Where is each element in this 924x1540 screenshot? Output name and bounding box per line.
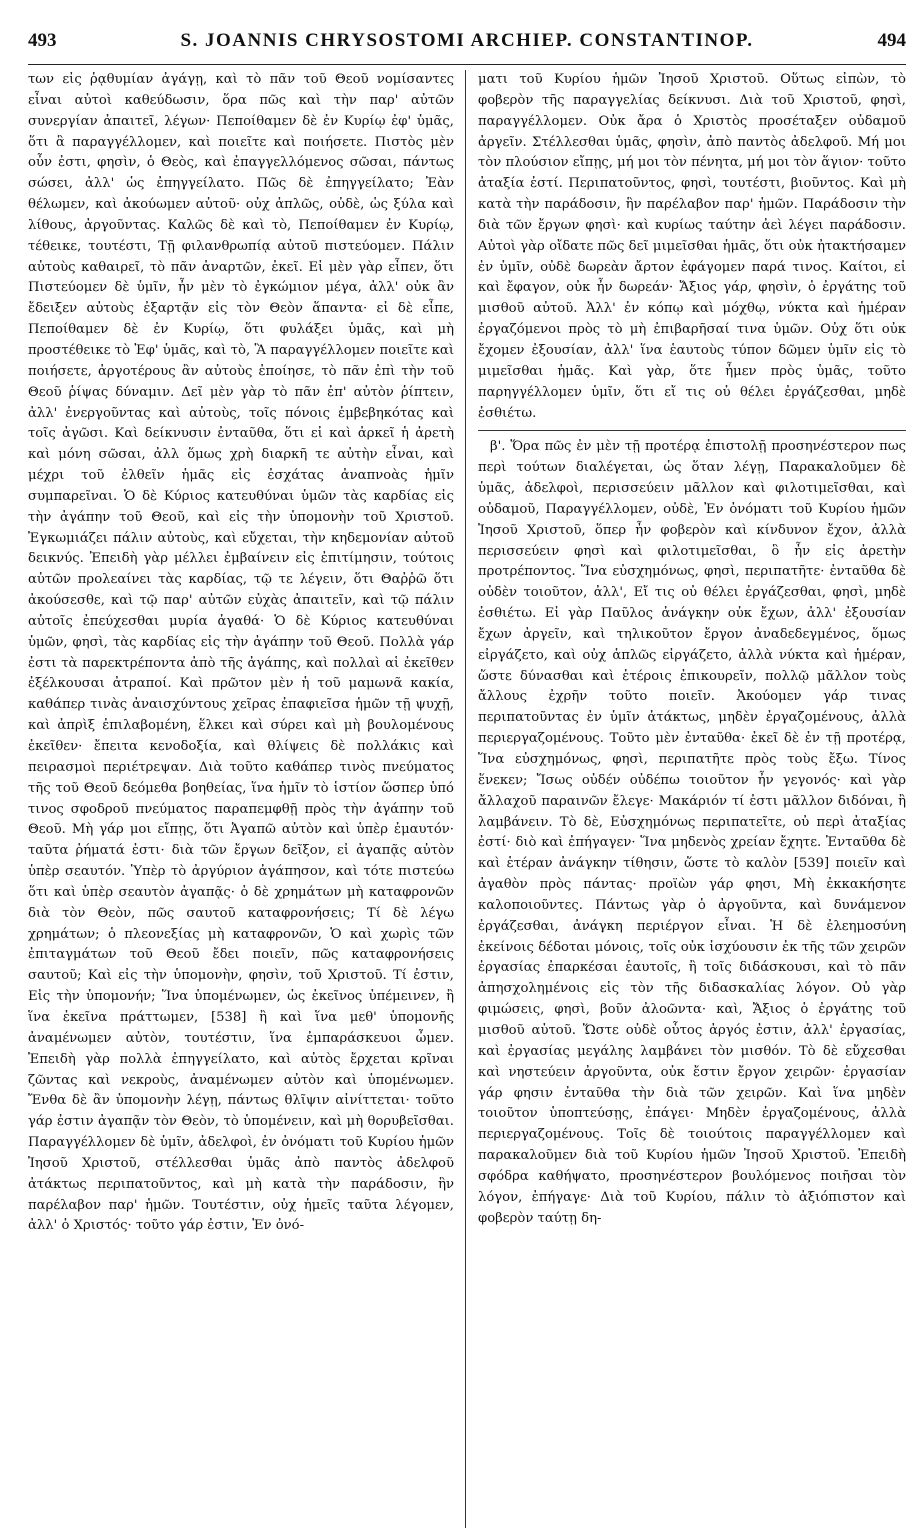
right-column (478, 70, 906, 1530)
right-paragraph-2: β'. Ὅρα πῶς ἐν μὲν τῇ προτέρᾳ ἐπιστολῇ προσηνέστερον πως περὶ τούτων διαλέγεται, ὡς ὅταν λέγῃ, Παρακαλοῦμεν δὲ ὑμᾶς, ἀδελφοὶ, περισσεύειν μᾶλλον καὶ φιλοτιμεῖσθαι, καὶ οὐδαμοῦ, Παραγγέλλομεν, οὐδὲ, Ἐν ὀνόματι τοῦ Κυρίου ἡμῶν Ἰησοῦ Χριστοῦ, ὅπερ ἦν φοβερὸν καὶ κίνδυνον ἔχον, ἀλλὰ περισσεύειν φησὶ καὶ φιλοτιμεῖσθαι, ὃ ἦν εἰς ἀρετὴν προτρέποντος. Ἵνα εὐσχημόνως, φησὶ, περιπατῆτε· ἐνταῦθα δὲ οὐδὲν τοιοῦτον, ἀλλ', Εἴ τις οὐ θέλει ἐργάζεσθαι, φησὶ, μηδὲ ἐσθιέτω. Εἰ γὰρ Παῦλος ἀνάγκην οὐκ ἔχων, ἀλλ' ἐξουσίαν ἔχων ἀργεῖν, καὶ τηλικοῦτον ἔργον ἀναδεδεγμένος, ὅμως εἰργάζετο, καὶ οὐχ ἁπλῶς εἰργάζετο, ἀλλὰ νύκτα καὶ ἡμέραν, ὥστε δύνασθαι καὶ ἑτέροις ἐπικουρεῖν, πολλῷ μᾶλλον τοὺς ἄλλους ἐχρῆν τοῦτο ποιεῖν. Ἀκούομεν γάρ τινας περιπατοῦντας ἐν ὑμῖν ἀτάκτως, μηδὲν ἐργαζομένους, ἀλλὰ περιεργαζομένους. Τοῦτο μὲν ἐνταῦθα· ἐκεῖ δὲ ἐν τῇ προτέρᾳ, Ἵνα εὐσχημόνως, φησὶ, περιπατῆτε πρὸς τοὺς ἔξω. Τίνος ἕνεκεν; Ἴσως οὐδέν οὐδέπω τοιοῦτον ἦν γεγονός· καὶ γὰρ ἄλλαχοῦ παραινῶν ἔλεγε· Μακάριόν τί ἐστι μᾶλλον διδόναι, ἢ λαμβάνειν. Τὸ δὲ, Εὐσχημόνως περιπατεῖτε, οὐ περὶ ἀταξίας ἐστί· διὸ καὶ ἐπήγαγεν· Ἵνα μηδενὸς χρείαν ἔχητε. Ἐνταῦθα δὲ καὶ ἑτέραν ἀνάγκην τίθησιν, ὥστε τὸ καλὸν [539] ποιεῖν καὶ ἀγαθὸν πρὸς πάντας· προϊὼν γάρ φησι, Μὴ ἐκκακήσητε καλοποιοῦντες. Πάντως γὰρ ὁ ἀργοῦντα, καὶ δυνάμενον ἐργάζεσθαι, ἀνάγκη περιέργον εἶναι. Ἡ δὲ ἐλεημοσύνη ἐκείνοις δέδοται μόνοις, τοῖς οὐκ ἰσχύουσιν ἐκ τῆς τῶν χειρῶν ἐργασίας ἐπαρκέσαι ἑαυτοῖς, ἢ τοῖς διδάσκουσι, καὶ τὸ πᾶν ἀπησχολημένοις εἰς τὸν τῆς διδασκαλίας λόγον. Οὐ γὰρ φιμώσεις, φησὶ, βοῦν ἀλοῶντα· καὶ, Ἄξιος ὁ ἐργάτης τοῦ μισθοῦ αὐτοῦ. Ὥστε οὐδὲ οὗτος ἀργός ἐστιν, ἀλλ' ἐργασίας, καὶ ἐργασίας μεγάλης λαμβάνει τὸν μισθόν. Τὸ δὲ εὔχεσθαι καὶ νηστεύειν ἀργοῦντα, οὐκ ἔστιν ἔργον χειρῶν· ἐργασίαν γάρ φησιν ἐνταῦθα τὴν διὰ τῶν χειρῶν. Καὶ ἵνα μηδὲν τοιοῦτον ὑποπτεύσῃς, ἐπάγει· Μηδὲν ἐργαζομένους, ἀλλὰ περιεργαζομένους. Τοῖς δὲ τοιούτοις παραγγέλλομεν καὶ παρακαλοῦμεν διὰ τοῦ Κυρίου ἡμῶν Ἰησοῦ Χριστοῦ. Ἐπειδὴ σφόδρα καθήψατο, προσηνέστερον βουλόμενος ποιῆσαι τὸν λόγον, ἐπήγαγε· Διὰ τοῦ Κυρίου, πάλιν τὸ ἀξιόπιστον καὶ φοβερὸν ταύτῃ δη- (478, 439, 906, 1226)
right-paragraph-1: ματι τοῦ Κυρίου ἡμῶν Ἰησοῦ Χριστοῦ. Οὕτως εἰπὼν, τὸ φοβερὸν τῆς παραγγελίας δείκνυσι. Διὰ τοῦ Χριστοῦ, φησὶ, παραγγέλλομεν. Οὐκ ἄρα ὁ Χριστὸς προσέταξεν οὐδαμοῦ ἀργεῖν. Στέλλεσθαι ὑμᾶς, φησὶν, ἀπὸ παντὸς ἀδελφοῦ. Μή μοι τὸν πλούσιον εἴπῃς, μή μοι τὸν πένητα, μή μοι τὸν ἅγιον· τοῦτο ἀταξία ἐστί. Περιπατοῦντος, φησὶ, τουτέστι, βιοῦντος. Καὶ μὴ κατὰ τὴν παράδοσιν, ἣν παρέλαβον παρ' ἡμῶν. Παράδοσιν τὴν διὰ τῶν ἔργων φησὶ· καὶ κυρίως ταύτην ἀεὶ λέγει παράδοσιν. Αὐτοὶ γὰρ οἴδατε πῶς δεῖ μιμεῖσθαι ἡμᾶς, ὅτι οὐκ ἠτακτήσαμεν ἐν ὑμῖν, οὐδὲ δωρεὰν ἄρτον ἐφάγομεν παρά τινος. Καίτοι, εἰ καὶ ἔφαγον, οὐκ ἦν δωρεάν· Ἄξιος γάρ, φησὶν, ὁ ἐργάτης τοῦ μισθοῦ αὐτοῦ. Ἀλλ' ἐν κόπῳ καὶ μόχθῳ, νύκτα καὶ ἡμέραν ἐργαζόμενοι πρὸς τὸ μὴ ἐπιβαρῆσαί τινα ὑμῶν. Οὐχ ὅτι οὐκ ἔχομεν ἐξουσίαν, ἀλλ' ἵνα ἑαυτοὺς τύπον δῶμεν ὑμῖν εἰς τὸ μιμεῖσθαι ἡμᾶς. Καὶ γὰρ, ὅτε ἦμεν πρὸς ὑμᾶς, τοῦτο παρηγγέλλομεν ὑμῖν, ὅτι εἴ τις οὐ θέλει ἐργάζεσθαι, μηδὲ ἐσθιέτω. (478, 72, 906, 421)
right-page-number: 494 (877, 30, 906, 51)
left-page-number: 493 (28, 30, 57, 51)
left-column (28, 70, 454, 1530)
column-divider (465, 70, 466, 1528)
left-paragraph: των εἰς ῥᾳθυμίαν ἀγάγῃ, καὶ τὸ πᾶν τοῦ Θεοῦ νομίσαντες εἶναι αὐτοὶ καθεύδωσιν, ὅρα πῶς καὶ τὴν παρ' αὐτῶν συνεργίαν ἀπαιτεῖ, λέγων· Πεποίθαμεν δὲ ἐν Κυρίῳ ἐφ' ὑμᾶς, ὅτι ἃ παραγγέλλομεν, καὶ ποιεῖτε καὶ ποιήσετε. Πιστὸς μὲν οὖν ἐστι, φησὶν, ὁ Θεὸς, καὶ ἐπαγγελλόμενος σῶσαι, πάντως σώσει, ἀλλ' ὡς ἐπηγγείλατο. Πῶς δὲ ἐπηγγείλατο; Ἐὰν θέλωμεν, καὶ ἀκούωμεν αὐτοῦ· οὐχ ἁπλῶς, οὐδὲ, ὡς ξύλα καὶ λίθους, ἀργοῦντας. Καλῶς δὲ καὶ τὸ, Πεποίθαμεν ἐν Κυρίῳ, τέθεικε, τουτέστι, Τῇ φιλανθρωπίᾳ αὐτοῦ πιστεύομεν. Πάλιν αὐτοὺς καθαιρεῖ, τὸ πᾶν ἀναρτῶν, ἐκεῖ. Εἰ μὲν γὰρ εἶπεν, ὅτι Πιστεύομεν δὲ ὑμῖν, ἦν μὲν τὸ ἐγκώμιον μέγα, ἀλλ' οὐκ ἂν ἔδειξεν αὐτοὺς ἐξαρτᾷν εἰς τὸν Θεὸν ἅπαντα· εἰ δὲ εἶπε, Πεποίθαμεν δὲ ἐν Κυρίῳ, ὅτι φυλάξει ὑμᾶς, καὶ μὴ προστέθεικε τὸ Ἐφ' ὑμᾶς, καὶ τὸ, Ἃ παραγγέλλομεν ποιεῖτε καὶ ποιήσετε, ἀργοτέρους ἂν αὐτοὺς ἐποίησε, τὸ πᾶν ἐπὶ τὴν τοῦ Θεοῦ ῥίψας δύναμιν. Δεῖ μὲν γὰρ τὸ πᾶν ἐπ' αὐτὸν ῥίπτειν, ἀλλ' ἐνεργοῦντας καὶ αὐτοὺς, τοῖς πόνοις ἐμβεβηκότας καὶ τοῖς ἀγῶσι. Καὶ δείκνυσιν ἐνταῦθα, ὅτι εἰ καὶ ἀρκεῖ ἡ ἀρετὴ καὶ μόνη σῶσαι, ἀλλ ὅμως χρὴ διαρκῆ τε αὐτὴν εἶναι, καὶ μέχρι τοῦ ἐλθεῖν ἡμᾶς εἰς ἐσχάτας ἀναπνοὰς ἡμῖν συμπαρεῖναι. Ὁ δὲ Κύριος κατευθύναι ὑμῶν τὰς καρδίας εἰς τὴν ἀγάπην τοῦ Θεοῦ, καὶ εἰς τὴν ὑπομονὴν τοῦ Χριστοῦ. Ἐγκωμιάζει πάλιν αὐτοὺς, καὶ εὔχεται, τὴν κηδεμονίαν αὐτοῦ δεικνύς. Ἐπειδὴ γὰρ μέλλει ἐμβαίνειν εἰς ἐπιτίμησιν, τούτοις αὐτῶν προλεαίνει τὰς καρδίας, τῷ τε λέγειν, ὅτι Θαῤῥῶ ὅτι ἀκούσεσθε, καὶ τῷ παρ' αὐτῶν εὐχὰς ἀπαιτεῖν, καὶ τῷ πάλιν αὐτοῖς ἐπεύχεσθαι μυρία ἀγαθά· Ὁ δὲ Κύριος κατευθύναι ὑμῶν, φησὶ, τὰς καρδίας εἰς τὴν ἀγάπην τοῦ Θεοῦ. Πολλὰ γάρ ἐστι τὰ παρεκτρέποντα ἀπὸ τῆς ἀγάπης, καὶ πολλαὶ αἱ ἐκεῖθεν ἐξέλκουσαι ἀτραποί. Καὶ πρῶτον μὲν ἡ τοῦ μαμωνᾶ κακία, καθάπερ τινὰς ἀναισχύντους χεῖρας ἐπαφιεῖσα ἡμῶν τῇ ψυχῇ, καὶ ἀπρὶξ ἐπιλαβομένη, ἕλκει καὶ σύρει καὶ μὴ βουλομένους ἐκεῖθεν· ἔπειτα κενοδοξία, καὶ θλίψεις δὲ πολλάκις καὶ πειρασμοὶ περιέτρεψαν. Διὰ τοῦτο καθάπερ τινὸς πνεύματος τῆς τοῦ Θεοῦ δεόμεθα βοηθείας, ἵνα ἡμῖν τὸ ἱστίον ὥσπερ ὑπό τινος σφοδροῦ πνεύματος παραπεμφθῇ πρὸς τὴν ἀγάπην τοῦ Θεοῦ. Μὴ γάρ μοι εἴπῃς, ὅτι Ἀγαπῶ αὐτὸν καὶ ὑπὲρ ἐμαυτόν· ταῦτα ῥήματά ἐστι· διὰ τῶν ἔργων δεῖξον, εἰ ἀγαπᾷς αὐτὸν ὑπὲρ σεαυτόν. Ὑπὲρ τὸ ἀργύριον ἀγάπησον, καὶ τότε πιστεύω ὅτι καὶ ὑπὲρ σεαυτὸν ἀγαπᾷς· ὁ δὲ χρημάτων μὴ καταφρονῶν διὰ τὸν Θεὸν, πῶς σαυτοῦ καταφρονήσεις; Τί δὲ λέγω χρημάτων; ὁ πλεονεξίας μὴ καταφρονῶν, Ὁ καὶ χωρὶς τῶν ἐπιταγμάτων τοῦ Θεοῦ ἔδει ποιεῖν, πῶς καταφρονήσεις σαυτοῦ; Καὶ εἰς τὴν ὑπομονὴν, φησὶν, τοῦ Χριστοῦ. Τί ἐστιν, Εἰς τὴν ὑπομονήν; Ἵνα ὑπομένωμεν, ὡς ἐκεῖνος ὑπέμεινεν, ἢ ἵνα ἐκεῖνα πράττωμεν, [538] ἢ καὶ ἵνα μεθ' ὑπομονῆς ἀναμένωμεν αὐτὸν, τουτέστιν, ἵνα ἐμπαράσκευοι ὦμεν. Ἐπειδὴ γὰρ πολλὰ ἐπηγγείλατο, καὶ αὐτὸς ἔρχεται κρῖναι ζῶντας καὶ νεκροὺς, ἀναμένωμεν αὐτὸν καὶ ὑπομένωμεν. Ἔνθα δὲ ἂν ὑπομονὴν λέγῃ, πάντως θλῖψιν αἰνίττεται· τοῦτο γάρ ἐστιν ἀγαπᾷν τὸν Θεὸν, τὸ ὑπομένειν, καὶ μὴ θορυβεῖσθαι. Παραγγέλλομεν δὲ ὑμῖν, ἀδελφοὶ, ἐν ὀνόματι τοῦ Κυρίου ἡμῶν Ἰησοῦ Χριστοῦ, στέλλεσθαι ὑμᾶς ἀπὸ παντὸς ἀδελφοῦ ἀτάκτως περιπατοῦντος, καὶ μὴ κατὰ τὴν παράδοσιν, ἣν παρέλαβον παρ' ἡμῶν. Τουτέστιν, οὐχ ἡμεῖς ταῦτα λέγομεν, ἀλλ' ὁ Χριστός· τοῦτο γάρ ἐστιν, Ἐν ὀνό- (28, 72, 454, 1234)
running-header (28, 30, 906, 64)
section-rule (478, 430, 906, 431)
header-rule (28, 64, 906, 65)
running-title: S. JOANNIS CHRYSOSTOMI ARCHIEP. CONSTANTINOP. (180, 30, 754, 51)
